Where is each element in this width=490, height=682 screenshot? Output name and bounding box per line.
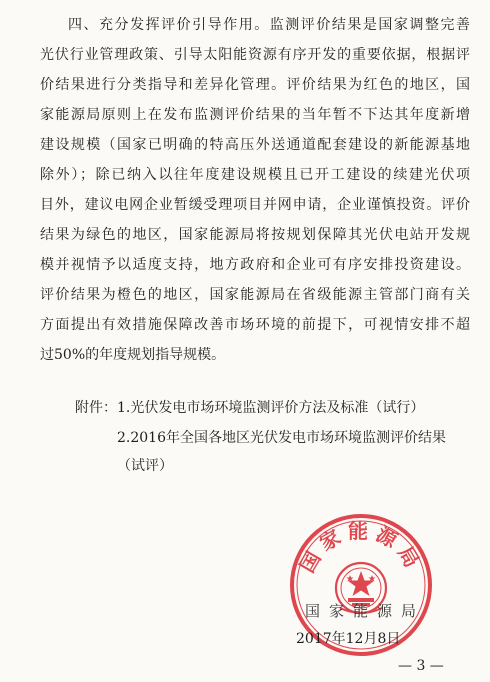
signing-organization: 国家能源局 [305,602,426,620]
body-line: 方面提出有效措施保障改善市场环境的前提下，可视情安排不超 [40,317,470,333]
attachment-line-1: 附件：1.光伏发电市场环境监测评价方法及标准（试行） [75,400,425,416]
body-line: 结果为绿色的地区，国家能源局将按规划保障其光伏电站开发规 [40,227,470,243]
signing-date: 2017年12月8日 [296,631,401,647]
page-number: — 3 — [398,658,444,674]
body-line: 四、充分发挥评价引导作用。监测评价结果是国家调整完善 [68,17,470,33]
emblem-star-icon [348,571,375,596]
body-line: 评价结果为橙色的地区，国家能源局在省级能源主管部门商有关 [40,287,470,303]
body-line: 价结果进行分类指导和差异化管理。评价结果为红色的地区，国 [40,77,470,93]
body-line: 模并视情予以适度支持，地方政府和企业可有序安排投资建设。 [40,257,470,273]
body-line: 过50%的年度规划指导规模。 [40,347,226,363]
body-line: 除外）；除已纳入以往年度建设规模且已开工建设的续建光伏项 [40,167,470,183]
body-line: 光伏行业管理政策、引导太阳能资源有序开发的重要依据，根据评 [40,47,470,63]
body-line: 目外，建议电网企业暂缓受理项目并网申请，企业谨慎投资。评价 [40,197,470,213]
body-paragraph [40,10,470,370]
body-line: 家能源局原则上在发布监测评价结果的当年暂不下达其年度新增 [40,107,470,123]
seal-arc-textpath: 国家能源局 [294,519,428,577]
attachment-line-2: 2.2016年全国各地区光伏发电市场环境监测评价结果 [117,430,446,446]
body-line: 建设规模（国家已明确的特高压外送通道配套建设的新能源基地 [40,137,470,153]
attachment-line-3: （试评） [117,458,173,474]
